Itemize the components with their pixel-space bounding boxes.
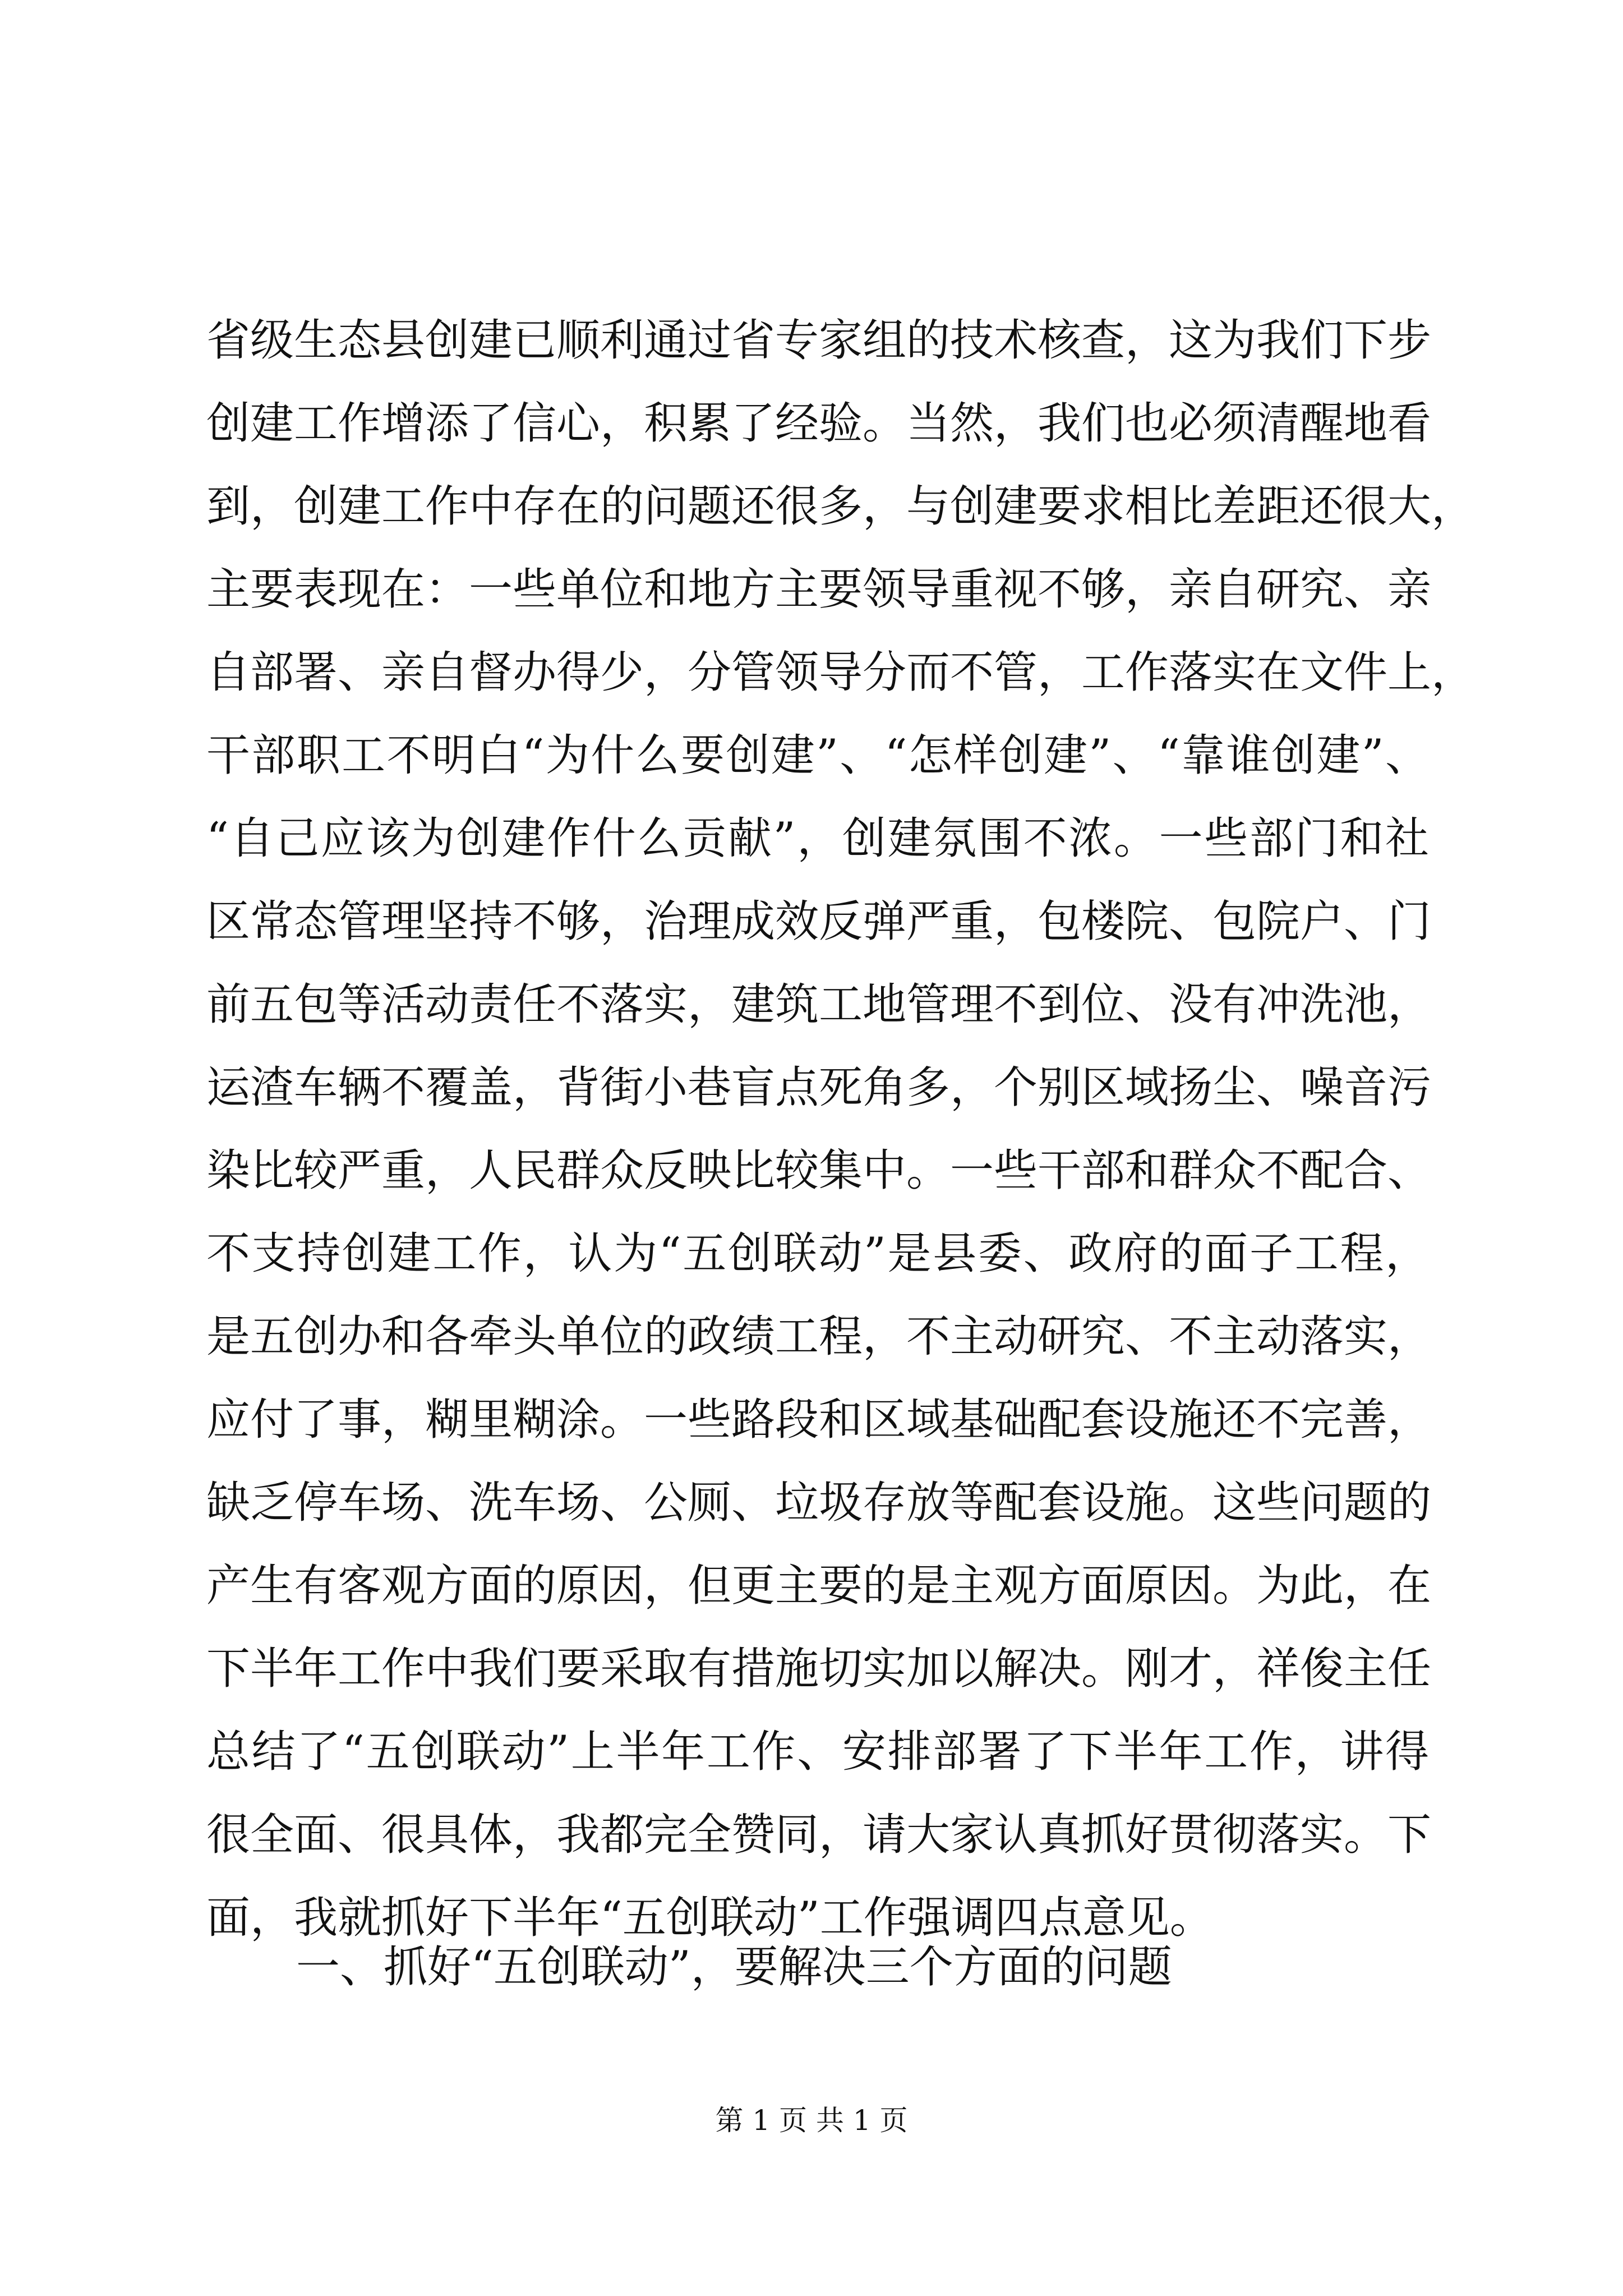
text-line-3: 到，创建工作中存在的问题还很多，与创建要求相比差距还很大， [206, 481, 1476, 532]
text-line-1: 省级生态县创建已顺利通过省专家组的技术核查，这为我们下步 [206, 315, 1432, 366]
text-line-19: 很全面、很具体，我都完全赞同，请大家认真抓好贯彻落实。下 [206, 1810, 1432, 1860]
section-heading: 一、抓好“五创联动”，要解决三个方面的问题 [296, 1942, 1172, 1993]
text-line-18: 总结了“五创联动”上半年工作、安排部署了下半年工作，讲得 [206, 1727, 1429, 1777]
text-line-11: 染比较严重，人民群众反映比较集中。一些干部和群众不配合、 [206, 1145, 1432, 1196]
text-line-16: 产生有客观方面的原因，但更主要的是主观方面原因。为此，在 [206, 1561, 1432, 1611]
text-line-10: 运渣车辆不覆盖，背街小巷盲点死角多，个别区域扬尘、噪音污 [206, 1062, 1432, 1113]
text-line-7: “自己应该为创建作什么贡献”，创建氛围不浓。一些部门和社 [206, 813, 1429, 864]
text-line-17: 下半年工作中我们要采取有措施切实加以解决。刚才，祥俊主任 [206, 1644, 1432, 1694]
text-line-2: 创建工作增添了信心，积累了经验。当然，我们也必须清醒地看 [206, 398, 1432, 449]
text-line-13: 是五创办和各牵头单位的政绩工程，不主动研究、不主动落实， [206, 1312, 1432, 1362]
text-line-6: 干部职工不明白“为什么要创建”、“怎样创建”、“靠谁创建”、 [206, 730, 1429, 781]
body-text [206, 299, 1476, 1959]
text-line-14: 应付了事，糊里糊涂。一些路段和区域基础配套设施还不完善， [206, 1395, 1432, 1445]
text-line-4: 主要表现在：一些单位和地方主要领导重视不够，亲自研究、亲 [206, 564, 1432, 615]
text-line-15: 缺乏停车场、洗车场、公厕、垃圾存放等配套设施。这些问题的 [206, 1478, 1432, 1528]
text-line-5: 自部署、亲自督办得少，分管领导分而不管，工作落实在文件上， [206, 647, 1476, 698]
text-line-9: 前五包等活动责任不落实，建筑工地管理不到位、没有冲洗池， [206, 979, 1432, 1030]
text-line-20: 面，我就抓好下半年“五创联动”工作强调四点意见。 [206, 1893, 1214, 1943]
page-footer: 第 1 页 共 1 页 [715, 2104, 908, 2137]
text-line-8: 区常态管理坚持不够，治理成效反弹严重，包楼院、包院户、门 [206, 896, 1432, 947]
text-line-12: 不支持创建工作，认为“五创联动”是县委、政府的面子工程， [206, 1228, 1429, 1279]
